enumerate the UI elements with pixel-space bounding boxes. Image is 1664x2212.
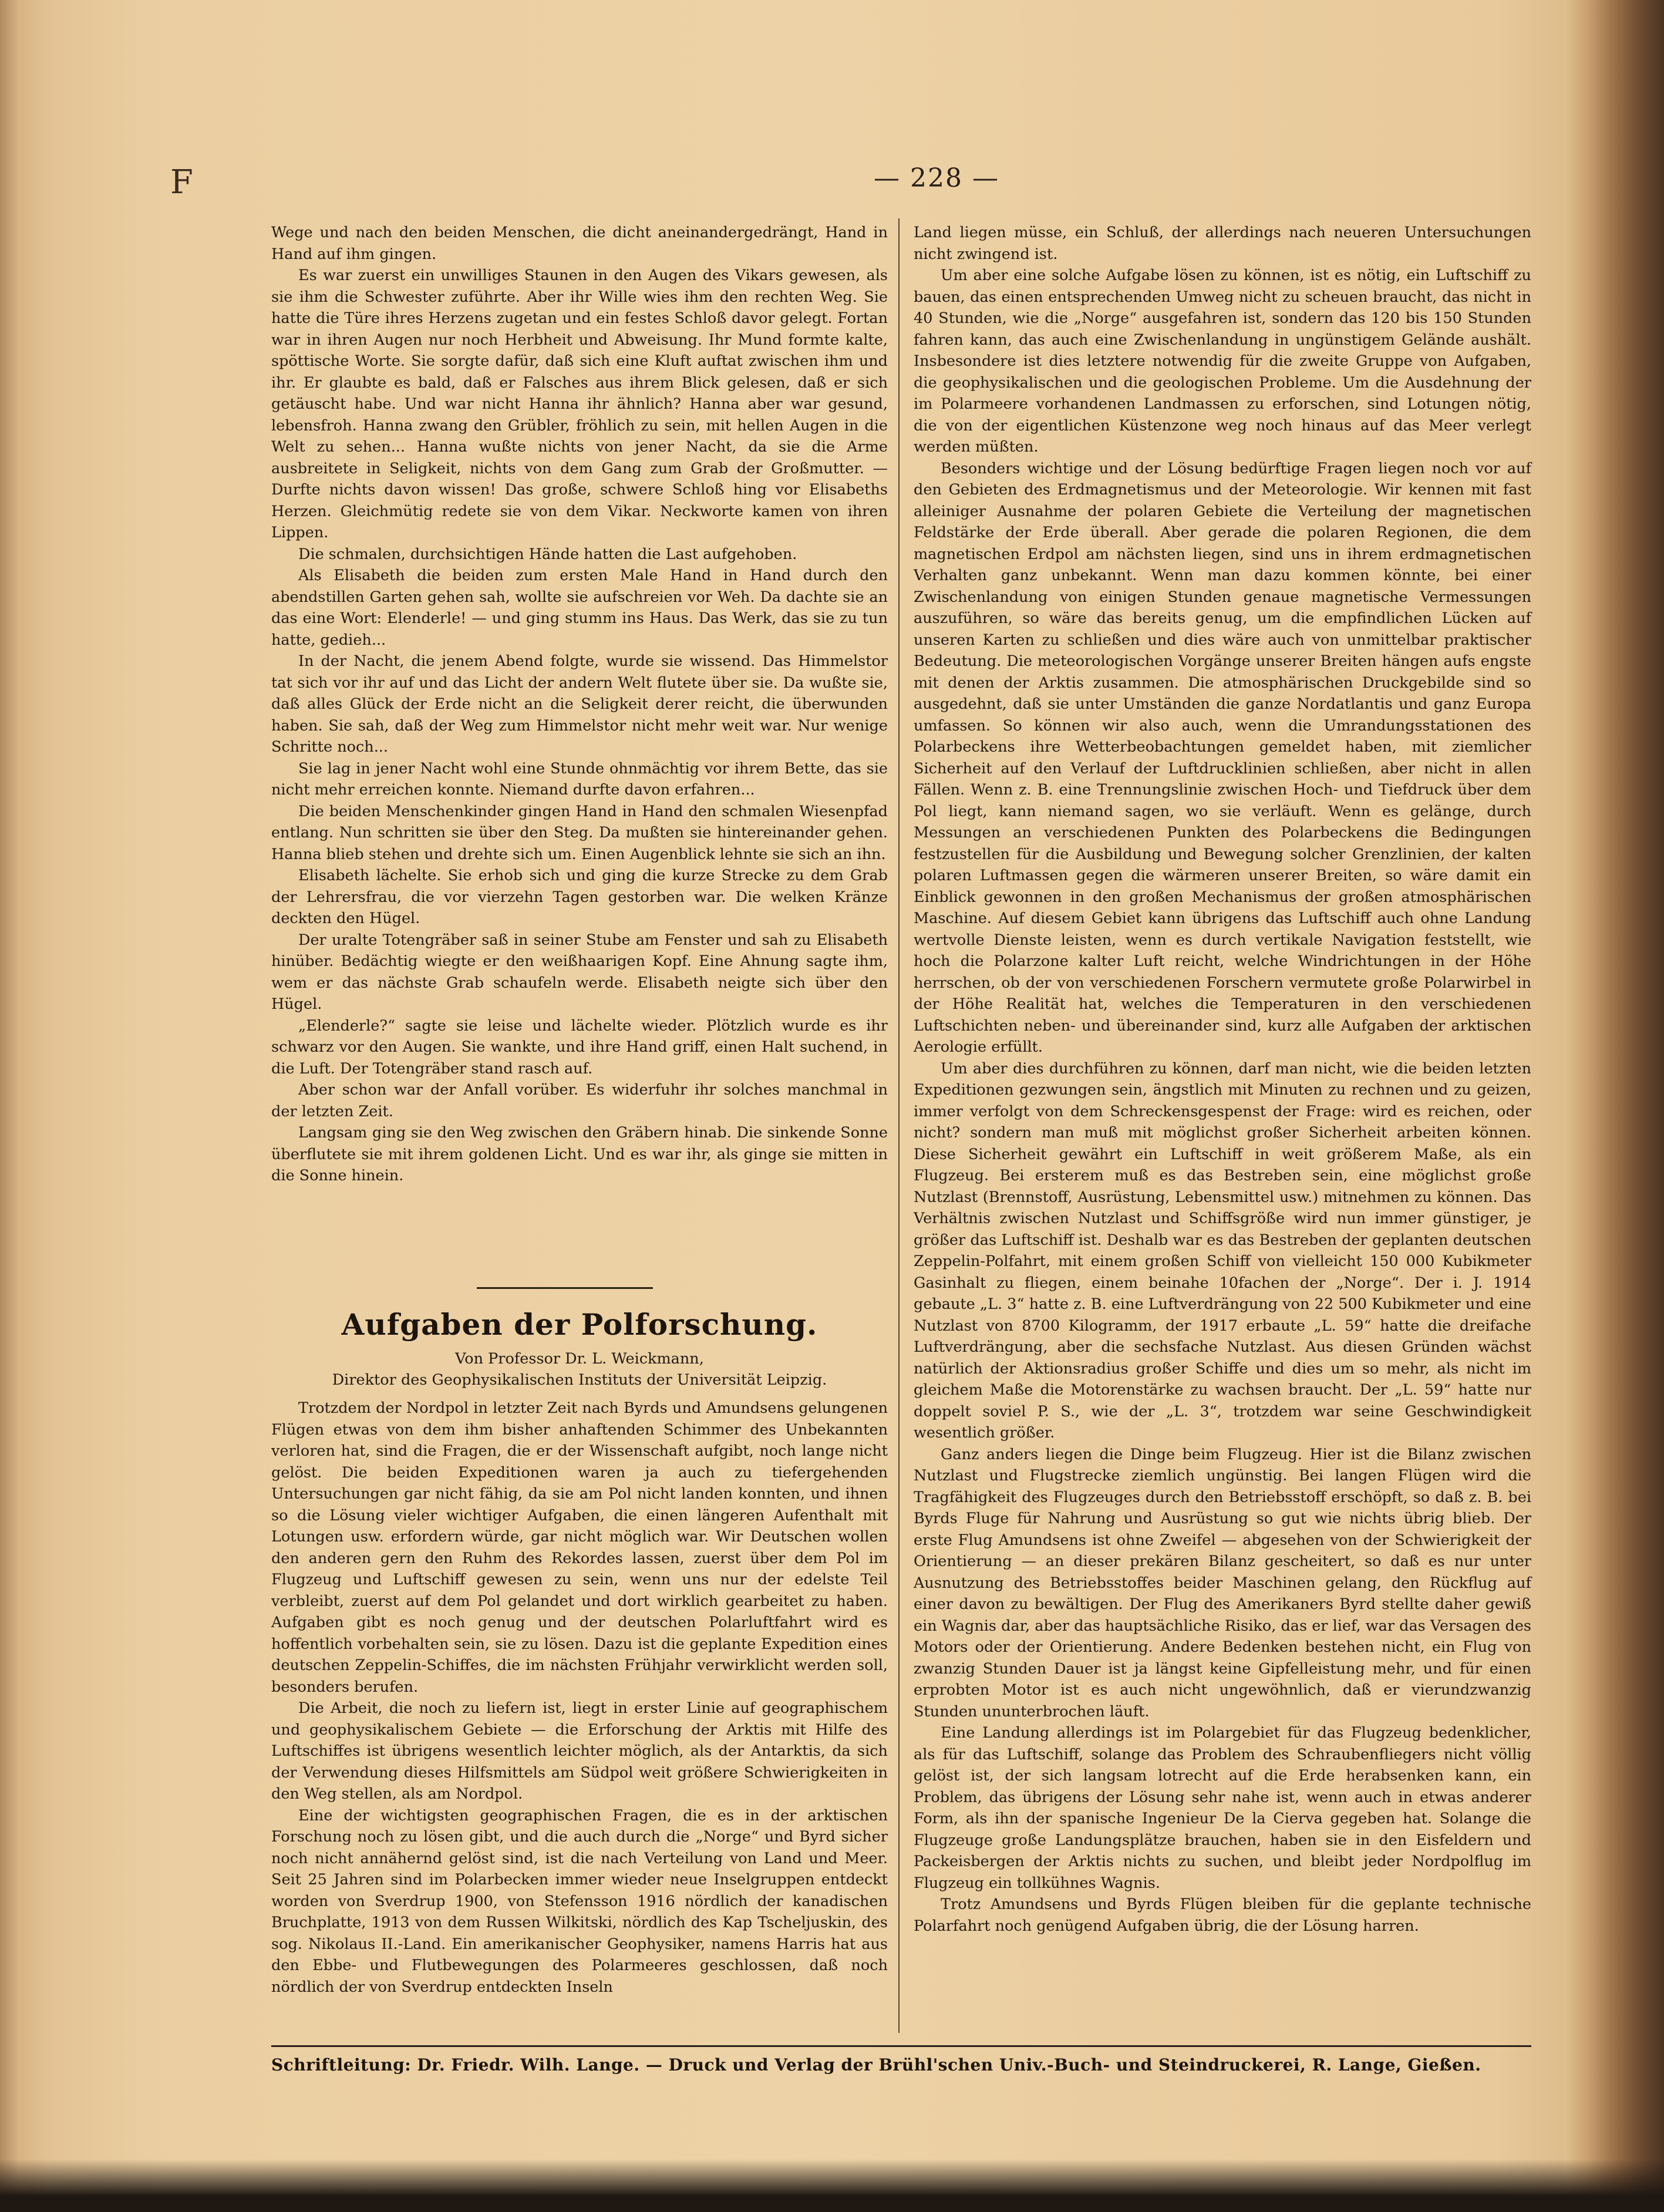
story-paragraph: Als Elisabeth die beiden zum ersten Male Hand in Hand durch den abendstillen Garten gehen sah, wollte sie aufschreien vor Weh. Da dachte sie an das eine Wort: Elenderle! — und ging stumm ins Haus. Das Werk, das sie zu tun hatte, gedieh... xyxy=(271,567,888,649)
article-paragraph: Um aber eine solche Aufgabe lösen zu können, ist es nötig, ein Luftschiff zu bauen, das einen entsprechenden Umweg nicht zu scheuen braucht, das nicht in 40 Stunden, wie die „Norge“ ausgefahren ist, sondern das 120 bis 150 Stunden fahren kann, das auch eine Zwischenlandung in ungünstigem Gelände aushält. Insbesondere ist dies letztere notwendig für die zweite Gruppe von Aufgaben, die geophysikalischen und die geologischen Probleme. Um die Ausdehnung der im Polarmeere vorhandenen Landmassen zu erforschen, sind Lotungen nötig, die von der eigentlichen Küstenzone weg noch hinaus auf das Meer verlegt werden müßten. xyxy=(914,267,1531,456)
byline-affiliation: Direktor des Geophysikalischen Instituts der Universität Leipzig. xyxy=(332,1371,827,1389)
page-bottom-shadow xyxy=(0,2159,1664,2212)
story-paragraph: Langsam ging sie den Weg zwischen den Gräbern hinab. Die sinkende Sonne überflutete sie mit ihrem goldenen Licht. Und es war ihr, als ginge sie mitten in die Sonne hinein. xyxy=(271,1124,888,1184)
article-byline xyxy=(271,1348,888,1391)
story-paragraph: Der uralte Totengräber saß in seiner Stube am Fenster und sah zu Elisabeth hinüber. Bedächtig wiegte er den weißhaarigen Kopf. Eine Ahnung sagte ihm, wem er das nächste Grab schaufeln werde. Elisabeth neigte sich über den Hügel. xyxy=(271,931,888,1013)
column-rule xyxy=(898,218,900,2033)
article-paragraph: Um aber dies durchführen zu können, darf man nicht, wie die beiden letzten Expeditionen gezwungen sein, ängstlich mit Minuten zu rechnen und zu geizen, immer verfolgt von dem Schreckensgespenst der Frage: wird es reichen, oder nicht? sondern man muß mit möglichst großer Sicherheit arbeiten können. Diese Sicherheit gewährt ein Luftschiff in weit größerem Maße, als ein Flugzeug. Bei ersterem muß es das Bestreben sein, eine möglichst große Nutzlast (Brennstoff, Ausrüstung, Lebensmittel usw.) mitnehmen zu können. Das Verhältnis zwischen Nutzlast und Schiffsgröße wird nun immer günstiger, je größer das Luftschiff ist. Deshalb war es das Bestreben der geplanten deutschen Zeppelin-Polfahrt, mit einem großen Schiff von vielleicht 150 000 Kubikmeter Gasinhalt zu fliegen, einem beinahe 10fachen der „Norge“. Der i. J. 1914 gebaute „L. 3“ hatte z. B. eine Luftverdrängung von 22 500 Kubikmeter und eine Nutzlast von 8700 Kilogramm, der 1917 erbaute „L. 59“ hatte die dreifache Luftverdrängung, aber die sechsfache Nutzlast. Aus diesen Gründen wächst natürlich der Aktionsradius großer Schiffe und dies um so mehr, als nicht im gleichem Maße die Motorenstärke zu wachsen braucht. Der „L. 59“ hatte nur doppelt soviel P. S., wie der „L. 3“, trotzdem war seine Geschwindigkeit wesentlich größer. xyxy=(914,1059,1531,1442)
story-paragraph: Aber schon war der Anfall vorüber. Es widerfuhr ihr solches manchmal in der letzten Zeit. xyxy=(271,1081,888,1120)
story-paragraph: Elisabeth lächelte. Sie erhob sich und ging die kurze Strecke zu dem Grab der Lehrersfrau, die vor vierzehn Tagen gestorben war. Die welken Kränze deckten den Hügel. xyxy=(271,867,888,927)
story-paragraph: In der Nacht, die jenem Abend folgte, wurde sie wissend. Das Himmelstor tat sich vor ihr auf und das Licht der andern Welt flutete über sie. Da wußte sie, daß alles Glück der Erde nicht an die Seligkeit derer reicht, die überwunden haben. Sie sah, daß der Weg zum Himmelstor nicht mehr weit war. Nur wenige Schritte noch... xyxy=(271,652,888,756)
article-column-right xyxy=(914,222,1531,1937)
story-paragraph: Sie lag in jener Nacht wohl eine Stunde ohnmächtig vor ihrem Bette, das sie nicht mehr erreichen konnte. Niemand durfte davon erfahren... xyxy=(271,759,888,799)
article-paragraph: Die Arbeit, die noch zu liefern ist, liegt in erster Linie auf geographischem und geophysikalischem Gebiete — die Erforschung der Arktis mit Hilfe des Luftschiffes ist übrigens wesentlich leichter möglich, als der Antarktis, da sich der Verwendung dieses Hilfsmittels am Südpol weit größere Schwierigkeiten in den Weg stellen, als am Nordpol. xyxy=(271,1699,888,1803)
story-paragraph: Die beiden Menschenkinder gingen Hand in Hand den schmalen Wiesenpfad entlang. Nun schritten sie über den Steg. Da mußten sie hintereinander gehen. Hanna blieb stehen und drehte sich um. Einen Augenblick lehnte sie sich an ihn. xyxy=(271,802,888,863)
article-column-left xyxy=(271,1398,888,1998)
article-paragraph: Besonders wichtige und der Lösung bedürftige Fragen liegen noch vor auf den Gebieten des Erdmagnetismus und der Meteorologie. Wir kennen mit fast alleiniger Ausnahme der polaren Gebiete die Verteilung der magnetischen Feldstärke der Erde überall. Aber gerade die polaren Regionen, die dem magnetischen Erdpol am nächsten liegen, sind uns in ihrem erdmagnetischen Verhalten ganz unbekannt. Wenn man dazu kommen könnte, bei einer Zwischenlandung von einigen Stunden genaue magnetische Vermessungen auszuführen, so wäre das bereits genug, um die empfindlichen Lücken auf unseren Karten zu schließen und dies wäre auch von unmittelbar praktischer Bedeutung. Die meteorologischen Vorgänge unserer Breiten hängen aufs engste mit denen der Arktis zusammen. Die atmosphärischen Druckgebilde sind so ausgedehnt, daß sie unter Umständen die ganze Nordatlantis und ganz Europa umfassen. So können wir also auch, wenn die Umrandungsstationen des Polarbeckens ihre Wetterbeobachtungen gemeldet haben, mit ziemlicher Sicherheit auf den Verlauf der Luftdrucklinien schließen, aber nicht in allen Fällen. Wenn z. B. eine Trennungslinie zwischen Hoch- und Tiefdruck über dem Pol liegt, kann niemand sagen, wo sie verläuft. Wenn es gelänge, durch Messungen an verschiedenen Punkten des Polarbeckens die Bedingungen festzustellen für die Ausbildung und Bewegung solcher Grenzlinien, der kalten polaren Luftmassen gegen die wärmeren unserer Breiten, so wäre damit ein Einblick gewonnen in den großen Mechanismus der großen atmosphärischen Maschine. Auf diesem Gebiet kann übrigens das Luftschiff auch ohne Landung wertvolle Dienste leisten, wenn es durch vertikale Navigation feststellt, wie hoch die Polarzone kalter Luft reicht, welche Windrichtungen in der Höhe herrschen, ob der von verschiedenen Forschern vermutete große Polarwirbel in der Höhe Realität hat, welches die Temperaturen in den verschiedenen Luftschichten neben- und übereinander sind, kurz alle Aufgaben der arktischen Aerologie erfüllt. xyxy=(914,459,1531,1056)
story-paragraph: „Elenderle?“ sagte sie leise und lächelte wieder. Plötzlich wurde es ihr schwarz vor den Augen. Sie wankte, und ihre Hand griff, einen Halt suchend, in die Luft. Der Totengräber stand rasch auf. xyxy=(271,1016,888,1078)
article-paragraph: Eine der wichtigsten geographischen Fragen, die es in der arktischen Forschung noch zu lösen gibt, und die auch durch die „Norge“ und Byrd sicher noch nicht annähernd gelöst sind, ist die nach Verteilung von Land und Meer. Seit 25 Jahren sind im Polarbecken immer wieder neue Inselgruppen entdeckt worden von Sverdrup 1900, von Stefensson 1916 nördlich der kanadischen Bruchplatte, 1913 von dem Russen Wilkitski, nördlich des Kap Tscheljuskin, des sog. Nikolaus II.-Land. Ein amerikanischer Geophysiker, namens Harris hat aus den Ebbe- und Flutbewegungen des Polarmeeres geschlossen, daß noch nördlich der von Sverdrup entdeckten Inseln xyxy=(271,1806,888,1996)
corner-mark: F xyxy=(170,163,193,201)
footer-rule xyxy=(271,2045,1531,2047)
article-paragraph: Trotz Amundsens und Byrds Flügen bleiben für die geplante technische Polarfahrt noch genügend Aufgaben übrig, die der Lösung harren. xyxy=(914,1895,1531,1935)
article-title: Aufgaben der Polforschung. xyxy=(341,1307,818,1342)
imprint-footer: Schriftleitung: Dr. Friedr. Wilh. Lange. — Druck und Verlag der Brühl'schen Univ.-Buch- und Steindruckerei, R. Lange, Gießen. xyxy=(271,2055,1481,2075)
story-paragraph: Es war zuerst ein unwilliges Staunen in den Augen des Vikars gewesen, als sie ihm die Schwester zuführte. Aber ihr Wille wies ihm den rechten Weg. Sie hatte die Türe ihres Herzens zugetan und ein festes Schloß davor gelegt. Fortan war in ihren Augen nur noch Herbheit und Abweisung. Ihr Mund formte kalte, spöttische Worte. Sie sorgte dafür, daß sich eine Kluft auftat zwischen ihm und ihr. Er glaubte es bald, daß er Falsches aus ihrem Blick gelesen, daß er sich getäuscht habe. Und war nicht Hanna ihr ähnlich? Hanna aber war gesund, lebensfroh. Hanna zwang den Grübler, fröhlich zu sein, mit hellen Augen in die Welt zu sehen... Hanna wußte nichts von jener Nacht, da sie die Arme ausbreitete in Seligkeit, nichts von dem Gang zum Grab der Großmutter. — Durfte nichts davon wissen! Das große, schwere Schloß hing vor Elisabeths Herzen. Gleichmütig redete sie von dem Vikar. Neckworte kamen von ihren Lippen. xyxy=(271,267,888,541)
byline-author: Von Professor Dr. L. Weickmann, xyxy=(455,1350,704,1368)
page-left-edge xyxy=(0,0,20,2212)
page-number: — 228 — xyxy=(874,163,999,193)
article-paragraph: Ganz anders liegen die Dinge beim Flugzeug. Hier ist die Bilanz zwischen Nutzlast und Flugstrecke ziemlich ungünstig. Bei langen Flügen wird die Tragfähigkeit des Flugzeuges durch den Betriebsstoff erschöpft, so daß z. B. bei Byrds Fluge für Nahrung und Ausrüstung so gut wie nichts übrig blieb. Der erste Flug Amundsens ist ohne Zweifel — abgesehen von der Schwierigkeit der Orientierung — an dieser prekären Bilanz gescheitert, so daß es nur unter Ausnutzung des Betriebsstoffes beider Maschinen gelang, den Rückflug auf einer davon zu bewältigen. Der Flug des Amerikaners Byrd stellte daher gewiß ein Wagnis dar, aber das hauptsächliche Risiko, das er lief, war das Versagen des Motors oder der Orientierung. Andere Bedenken bestehen nicht, ein Flug von zwanzig Stunden Dauer ist ja längst keine Gipfelleistung mehr, und für einen erprobten Motor ist es auch nicht ungewöhnlich, daß er vierundzwanzig Stunden ununterbrochen läuft. xyxy=(914,1445,1531,1721)
page-fold-strip xyxy=(1564,0,1588,2212)
story-paragraph: Wege und nach den beiden Menschen, die dicht aneinandergedrängt, Hand in Hand auf ihm gingen. xyxy=(271,224,888,263)
article-paragraph: Land liegen müsse, ein Schluß, der allerdings nach neueren Untersuchungen nicht zwingend ist. xyxy=(914,224,1531,263)
book-binding xyxy=(1588,0,1664,2212)
section-separator xyxy=(477,1287,653,1289)
article-paragraph: Trotzdem der Nordpol in letzter Zeit nach Byrds und Amundsens gelungenen Flügen etwas von dem ihm bisher anhaftenden Schimmer des Unbekannten verloren hat, sind die Fragen, die er der Wissenschaft aufgibt, noch lange nicht gelöst. Die beiden Expeditionen waren ja auch zu tiefergehenden Untersuchungen gar nicht fähig, da sie am Pol nicht landen konnten, und ihnen so die Lösung vieler wichtiger Aufgaben, die einen längeren Aufenthalt mit Lotungen usw. erfordern würde, gar nicht möglich war. Wir Deutschen wollen den anderen gern den Ruhm des Rekordes lassen, zuerst über dem Pol im Flugzeug und Luftschiff gewesen zu sein, wenn uns nur der edelste Teil verbleibt, zuerst auf dem Pol gelandet und dort wirklich gearbeitet zu haben. Aufgaben gibt es noch genug und der deutschen Polarluftfahrt wird es hoffentlich vorbehalten sein, sie zu lösen. Dazu ist die geplante Expedition eines deutschen Zeppelin-Schiffes, die im nächsten Frühjahr verwirklicht werden soll, besonders berufen. xyxy=(271,1399,888,1696)
article-paragraph: Eine Landung allerdings ist im Polargebiet für das Flugzeug bedenklicher, als für das Luftschiff, solange das Problem des Schraubenfliegers nicht völlig gelöst ist, der sich langsam lotrecht auf die Erde herabsenken kann, ein Problem, das übrigens der Lösung sehr nahe ist, wenn auch in etwas anderer Form, als ihn der spanische Ingenieur De la Cierva gegeben hat. Solange die Flugzeuge große Landungsplätze brauchen, haben sie in den Eisfeldern und Packeisbergen der Arktis nichts zu suchen, und bleibt jeder Nordpolflug im Flugzeug ein tollkühnes Wagnis. xyxy=(914,1724,1531,1892)
story-column xyxy=(271,222,888,1187)
story-paragraph: Die schmalen, durchsichtigen Hände hatten die Last aufgehoben. xyxy=(298,545,797,563)
